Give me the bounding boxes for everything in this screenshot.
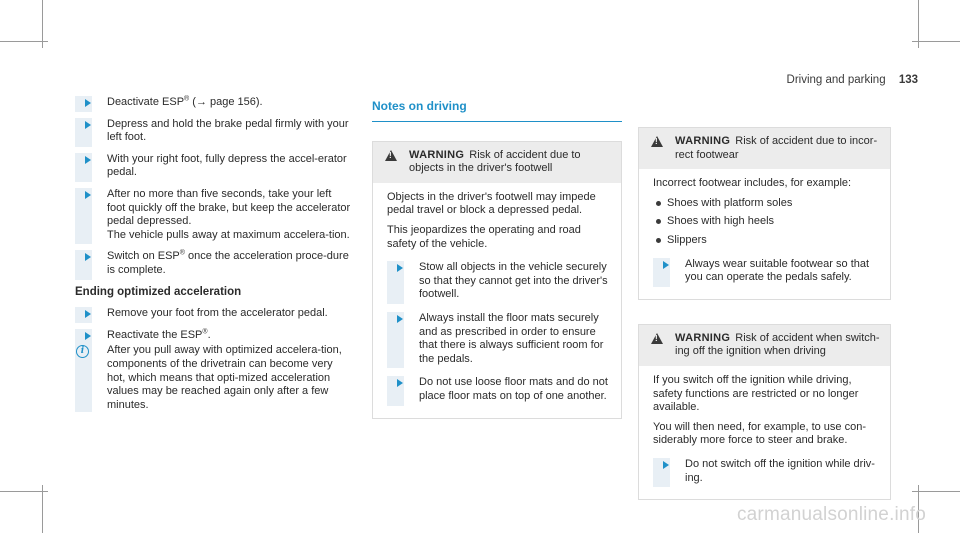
- section-title: Notes on driving: [372, 100, 622, 122]
- column-2: [372, 100, 622, 419]
- arrow-icon: [85, 156, 91, 164]
- step-item: Stow all objects in the vehicle securely so that they cannot get into the driver's footwell.: [387, 261, 611, 302]
- arrow-icon: [397, 315, 403, 323]
- watermark: carmanualsonline.info: [736, 504, 926, 525]
- arrow-icon: [85, 191, 91, 199]
- warning-body: Objects in the driver's footwell may impede pedal travel or block a depressed pedal. This jeopardizes the operating and road safety of the vehicle. Stow all objects in the vehicle securely so that they cannot get into the driver's footwell. Always install the floor mats securely and as prescribed in order to ensure that there is always sufficient room for the pedals. Do not use loose floor mats and do not place floor mats on top of one another.: [373, 183, 621, 418]
- page-header: [787, 74, 918, 86]
- arrow-icon: [397, 379, 403, 387]
- section-name: Driving and parking: [786, 74, 886, 86]
- arrow-icon: [85, 253, 91, 261]
- step-item: Deactivate ESP® (→ page 156).: [75, 96, 352, 110]
- warning-box: [638, 127, 891, 300]
- step-item: After no more than five seconds, take your left foot quickly off the brake, but keep the accelerator pedal depressed. The vehicle pulls away at maximum accelera-tion.: [75, 188, 352, 242]
- crop-mark: [0, 491, 48, 492]
- warning-body: Incorrect footwear includes, for example: Shoes with platform soles Shoes with high heels Slippers Always wear suitable footwear so that you can operate the pedals safely.: [639, 169, 890, 299]
- subheading: Ending optimized acceleration: [75, 285, 242, 298]
- warning-header: ! WARNING Risk of accident when switch-ing off the ignition when driving: [639, 325, 890, 366]
- list-item: Shoes with platform soles: [653, 197, 880, 211]
- step-item: Always wear suitable footwear so that you can operate the pedals safely.: [653, 258, 880, 285]
- arrow-icon: [85, 332, 91, 340]
- warning-box: [372, 141, 622, 419]
- crop-mark: [42, 485, 43, 533]
- arrow-icon: [397, 264, 403, 272]
- step-item: Remove your foot from the accelerator pedal.: [75, 307, 352, 321]
- arrow-icon: [663, 261, 669, 269]
- arrow-icon: [85, 310, 91, 318]
- info-note: i After you pull away with optimized accelera-tion, components of the drivetrain can become very hot, which means that opti-mized acceleration values may be reached again only after a few minutes.: [75, 344, 352, 412]
- step-item: Depress and hold the brake pedal firmly with your left foot.: [75, 118, 352, 145]
- step-item: With your right foot, fully depress the accel-erator pedal.: [75, 153, 352, 180]
- arrow-icon: [663, 461, 669, 469]
- list-item: Shoes with high heels: [653, 215, 880, 229]
- info-icon: i: [76, 345, 89, 358]
- page-number: 133: [898, 74, 918, 86]
- arrow-icon: [85, 121, 91, 129]
- crop-mark: [912, 41, 960, 42]
- warning-box: [638, 324, 891, 500]
- step-item: Do not switch off the ignition while driv-ing.: [653, 458, 880, 485]
- step-item: Switch on ESP® once the acceleration proce-dure is complete.: [75, 250, 352, 277]
- step-item: Do not use loose floor mats and do not place floor mats on top of one another.: [387, 376, 611, 403]
- column-3: [638, 127, 891, 500]
- column-1: [75, 96, 352, 412]
- warning-body: If you switch off the ignition while driving, safety functions are restricted or no longer available. You will then need, for example, to use con-siderably more force to steer and brake. Do not switch off the ignition while driv-ing.: [639, 366, 890, 499]
- step-item: Reactivate the ESP®.: [75, 329, 352, 343]
- step-item: Always install the floor mats securely and as prescribed in order to ensure that there is always sufficient room for the pedals.: [387, 312, 611, 366]
- list-item: Slippers: [653, 234, 880, 248]
- arrow-icon: [85, 99, 91, 107]
- warning-header: ! WARNING Risk of accident due to incor-rect footwear: [639, 128, 890, 169]
- warning-header: ! WARNING Risk of accident due to objects in the driver's footwell: [373, 142, 621, 183]
- crop-mark: [912, 491, 960, 492]
- crop-mark: [0, 41, 48, 42]
